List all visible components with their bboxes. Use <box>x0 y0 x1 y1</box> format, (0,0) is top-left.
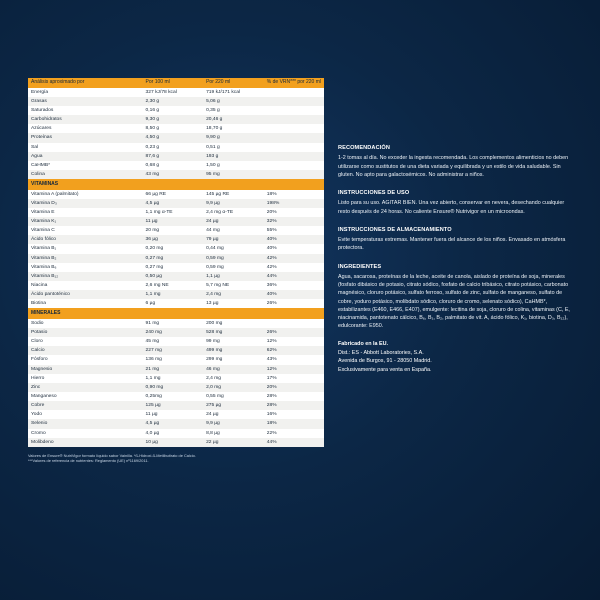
cell-per-220ml: 2,4 mg <box>203 374 264 383</box>
cell-vrn: 28% <box>264 392 324 401</box>
cell-vrn: 198% <box>264 199 324 208</box>
cell-per-220ml: 99 mg <box>203 337 264 346</box>
cell-vrn: 28% <box>264 401 324 410</box>
cell-vrn: 26% <box>264 328 324 337</box>
usage-title: INSTRUCCIONES DE USO <box>338 190 410 196</box>
cell-per-220ml: 95 mg <box>203 170 264 179</box>
cell-vrn: 17% <box>264 374 324 383</box>
cell-per-220ml: 499 mg <box>203 346 264 355</box>
cell-per-220ml: 275 µg <box>203 401 264 410</box>
cell-nutrient: Potasio <box>28 328 143 337</box>
table-section-header <box>28 308 324 318</box>
cell-nutrient: Hierro <box>28 374 143 383</box>
table-row <box>28 290 324 299</box>
cell-per-100ml: 43 mg <box>143 170 204 179</box>
cell-per-220ml: 44 mg <box>203 226 264 235</box>
footnote-2: ***Valores de referencia de nutrientes: Reglamento (UE) nº1169/2011. <box>28 458 149 464</box>
cell-per-100ml: 20 mg <box>143 226 204 235</box>
table-row <box>28 124 324 133</box>
cell-vrn: 44% <box>264 438 324 447</box>
table-row <box>28 88 324 97</box>
cell-nutrient: Vitamina E <box>28 208 143 217</box>
cell-nutrient: Colina <box>28 170 143 179</box>
cell-per-100ml: 8,50 g <box>143 124 204 133</box>
table-row <box>28 143 324 152</box>
table-row <box>28 208 324 217</box>
cell-per-100ml: 2,6 mg NE <box>143 281 204 290</box>
cell-nutrient: Cloro <box>28 337 143 346</box>
cell-vrn <box>264 170 324 179</box>
cell-per-220ml: 2,0 mg <box>203 383 264 392</box>
cell-per-100ml: 136 mg <box>143 355 204 364</box>
cell-per-100ml: 0,68 g <box>143 161 204 170</box>
cell-per-100ml: 0,27 mg <box>143 254 204 263</box>
cell-per-220ml: 9,9 µg <box>203 199 264 208</box>
cell-nutrient: Ácido fólico <box>28 235 143 244</box>
cell-vrn: 40% <box>264 290 324 299</box>
cell-per-220ml: 24 µg <box>203 217 264 226</box>
cell-per-100ml: 45 mg <box>143 337 204 346</box>
cell-vrn: 18% <box>264 190 324 199</box>
cell-vrn: 62% <box>264 346 324 355</box>
cell-vrn <box>264 143 324 152</box>
cell-nutrient: Vitamina K₁ <box>28 217 143 226</box>
cell-nutrient: Carbohidratos <box>28 115 143 124</box>
table-header <box>28 78 324 88</box>
cell-per-220ml: 0,44 mg <box>203 244 264 253</box>
cell-nutrient: Cobre <box>28 401 143 410</box>
footnote-1: Valores de Ensure® NutriVigor formato líquido sabor Vainilla. *ß-Hidroxi-ß-Metilbutirato de Calcio. <box>28 452 196 458</box>
column-header-vrn: % de VRN*** por 220 ml <box>264 78 324 88</box>
table-section-label: MINERALES <box>28 308 324 318</box>
cell-nutrient: Vitamina B₁₂ <box>28 272 143 281</box>
cell-per-100ml: 0,50 µg <box>143 272 204 281</box>
table-row <box>28 299 324 308</box>
cell-per-100ml: 1,1 mg <box>143 290 204 299</box>
cell-vrn: 42% <box>264 263 324 272</box>
cell-per-220ml: 0,35 g <box>203 106 264 115</box>
table-row <box>28 272 324 281</box>
storage-title: INSTRUCCIONES DE ALMACENAMIENTO <box>338 226 452 233</box>
cell-vrn: 12% <box>264 365 324 374</box>
table-section-label: VITAMINAS <box>28 179 324 189</box>
address-line-3: Exclusivamente para venta en España. <box>338 366 432 373</box>
table-row <box>28 319 324 328</box>
cell-per-100ml: 125 µg <box>143 401 204 410</box>
cell-vrn <box>264 319 324 328</box>
table-row <box>28 254 324 263</box>
cell-per-100ml: 11 µg <box>143 410 204 419</box>
cell-per-100ml: 1,1 mg α-TE <box>143 208 204 217</box>
cell-nutrient: Vitamina D₃ <box>28 199 143 208</box>
usage-text: Listo para su uso. AGITAR BIEN. Una vez abierto, conservar en nevera, desechando cualquier resto después de 24 horas. No caliente Ensure® Nutrivigor en un microondas. <box>338 200 565 215</box>
cell-per-220ml: 299 mg <box>203 355 264 364</box>
cell-per-100ml: 0,27 mg <box>143 263 204 272</box>
cell-per-100ml: 1,1 mg <box>143 374 204 383</box>
cell-nutrient: Niacina <box>28 281 143 290</box>
cell-nutrient: Proteínas <box>28 133 143 142</box>
cell-per-100ml: 10 µg <box>143 438 204 447</box>
cell-per-220ml: 20,46 g <box>203 115 264 124</box>
cell-per-220ml: 79 µg <box>203 235 264 244</box>
cell-per-220ml: 8,8 µg <box>203 429 264 438</box>
cell-vrn: 55% <box>264 226 324 235</box>
cell-per-100ml: 9,30 g <box>143 115 204 124</box>
cell-nutrient: Ácido pantoténico <box>28 290 143 299</box>
table-body <box>28 88 324 447</box>
cell-per-100ml: 66 µg RE <box>143 190 204 199</box>
table-row <box>28 115 324 124</box>
address-line-1: Dist.: ES - Abbott Laboratories, S.A. <box>338 349 424 356</box>
cell-per-100ml: 327 kJ/78 kcal <box>143 88 204 97</box>
cell-vrn: 36% <box>264 281 324 290</box>
cell-vrn: 40% <box>264 244 324 253</box>
table-footnotes <box>28 453 324 464</box>
table-section-header <box>28 179 324 189</box>
table-row <box>28 410 324 419</box>
table-row <box>28 281 324 290</box>
table-row <box>28 328 324 337</box>
cell-nutrient: Calcio <box>28 346 143 355</box>
table-row <box>28 226 324 235</box>
cell-per-220ml: 22 µg <box>203 438 264 447</box>
cell-vrn <box>264 124 324 133</box>
info-column <box>338 78 572 560</box>
cell-per-220ml: 9,9 µg <box>203 419 264 428</box>
cell-per-220ml: 2,4 mg <box>203 290 264 299</box>
cell-per-220ml: 719 kJ/171 kcal <box>203 88 264 97</box>
cell-vrn <box>264 133 324 142</box>
table-row <box>28 235 324 244</box>
cell-per-220ml: 193 g <box>203 152 264 161</box>
cell-nutrient: Vitamina B₁ <box>28 244 143 253</box>
table-row <box>28 383 324 392</box>
cell-per-220ml: 18,70 g <box>203 124 264 133</box>
column-header-per-220ml: Por 220 ml <box>203 78 264 88</box>
cell-per-100ml: 4,0 µg <box>143 429 204 438</box>
cell-nutrient: Molibdeno <box>28 438 143 447</box>
cell-per-220ml: 0,55 mg <box>203 392 264 401</box>
cell-per-100ml: 4,5 µg <box>143 419 204 428</box>
table-row <box>28 374 324 383</box>
cell-vrn: 42% <box>264 254 324 263</box>
cell-nutrient: Vitamina B₂ <box>28 254 143 263</box>
cell-nutrient: Fósforo <box>28 355 143 364</box>
table-row <box>28 170 324 179</box>
cell-per-220ml: 528 mg <box>203 328 264 337</box>
cell-vrn: 12% <box>264 337 324 346</box>
cell-per-100ml: 0,25mg <box>143 392 204 401</box>
cell-nutrient: Sodio <box>28 319 143 328</box>
cell-per-100ml: 2,30 g <box>143 97 204 106</box>
recommendation-text: 1-2 tomas al día. No exceder la ingesta recomendada. Los complementos alimenticios no deben utilizarse como sustitutos de una dieta variada y equilibrada y un estilo de vida saludable. Sin gluten. No apto para galactosémicos. No administrar a niños. <box>338 155 569 178</box>
cell-per-100ml: 240 mg <box>143 328 204 337</box>
table-row <box>28 97 324 106</box>
cell-per-220ml: 0,59 mg <box>203 263 264 272</box>
cell-nutrient: Biotina <box>28 299 143 308</box>
cell-per-220ml: 1,50 g <box>203 161 264 170</box>
cell-per-220ml: 9,90 g <box>203 133 264 142</box>
cell-vrn <box>264 88 324 97</box>
table-row <box>28 337 324 346</box>
cell-vrn <box>264 106 324 115</box>
storage-text: Evite temperaturas extremas. Mantener fuera del alcance de los niños. Envasado en atmósfera protectora. <box>338 237 566 252</box>
ingredients-text: Agua, sacarosa, proteínas de la leche, aceite de canola, aislado de proteína de soja, minerales (fosfato dibásico de potasio, citrato sódico, fosfato de calcio tribásico, citrato potásico, carbonato magnésico, cloruro potásico, sulfato ferroso, sulfato de zinc, sulfato de manganeso, sulfato de cobre, yoduro potásico, molibdato sódico, cloruro de cromo, selenato sódico), CaHMB*, estabilizantes (E460, E466, E407), emulgente: lecitina de soja, cloruro de colina, vitaminas (C, E, niacinamida, pantotenato cálcico, B₆, B₁, B₂, palmitato de vit. A, ácido fólico, K₁, biotina, D₃, B₁₂), edulcorante: E950. <box>338 273 570 330</box>
cell-per-100ml: 0,16 g <box>143 106 204 115</box>
cell-nutrient: Azúcares <box>28 124 143 133</box>
cell-vrn: 43% <box>264 355 324 364</box>
cell-per-220ml: 46 mg <box>203 365 264 374</box>
table-row <box>28 217 324 226</box>
cell-vrn: 20% <box>264 383 324 392</box>
cell-vrn <box>264 97 324 106</box>
cell-per-100ml: 11 µg <box>143 217 204 226</box>
cell-nutrient: Saturados <box>28 106 143 115</box>
table-row <box>28 419 324 428</box>
table-row <box>28 106 324 115</box>
address-line-2: Avenida de Burgos, 91 - 28050 Madrid. <box>338 358 432 365</box>
cell-vrn: 44% <box>264 272 324 281</box>
cell-vrn: 16% <box>264 410 324 419</box>
cell-per-220ml: 0,51 g <box>203 143 264 152</box>
cell-nutrient: Manganeso <box>28 392 143 401</box>
cell-nutrient: Magnesio <box>28 365 143 374</box>
table-row <box>28 244 324 253</box>
table-row <box>28 190 324 199</box>
cell-nutrient: Vitamina A (palmitato) <box>28 190 143 199</box>
table-row <box>28 161 324 170</box>
cell-per-100ml: 4,50 g <box>143 133 204 142</box>
cell-per-100ml: 87,6 g <box>143 152 204 161</box>
table-row <box>28 133 324 142</box>
cell-nutrient: Grasas <box>28 97 143 106</box>
table-header-row <box>28 78 324 88</box>
column-header-analysis: Análisis aproximado por <box>28 78 143 88</box>
cell-per-220ml: 145 µg RE <box>203 190 264 199</box>
cell-vrn <box>264 115 324 124</box>
cell-vrn: 20% <box>264 208 324 217</box>
cell-per-220ml: 1,1 µg <box>203 272 264 281</box>
cell-nutrient: Energía <box>28 88 143 97</box>
made-in-title: Fabricado en la EU. <box>338 341 389 348</box>
cell-nutrient: Vitamina B₆ <box>28 263 143 272</box>
cell-per-220ml: 24 µg <box>203 410 264 419</box>
cell-per-100ml: 0,23 g <box>143 143 204 152</box>
cell-vrn: 22% <box>264 429 324 438</box>
table-row <box>28 263 324 272</box>
cell-vrn <box>264 152 324 161</box>
cell-vrn: 26% <box>264 299 324 308</box>
table-row <box>28 199 324 208</box>
table-row <box>28 355 324 364</box>
cell-per-220ml: 5,7 mg NE <box>203 281 264 290</box>
cell-vrn <box>264 161 324 170</box>
cell-vrn: 18% <box>264 419 324 428</box>
table-row <box>28 152 324 161</box>
cell-per-220ml: 13 µg <box>203 299 264 308</box>
cell-vrn: 40% <box>264 235 324 244</box>
cell-nutrient: Zinc <box>28 383 143 392</box>
cell-per-100ml: 21 mg <box>143 365 204 374</box>
cell-per-100ml: 36 µg <box>143 235 204 244</box>
cell-per-100ml: 0,20 mg <box>143 244 204 253</box>
cell-per-220ml: 0,59 mg <box>203 254 264 263</box>
cell-per-100ml: 227 mg <box>143 346 204 355</box>
cell-vrn: 32% <box>264 217 324 226</box>
nutrition-table-section <box>28 78 324 560</box>
cell-per-220ml: 2,4 mg α-TE <box>203 208 264 217</box>
cell-per-220ml: 5,06 g <box>203 97 264 106</box>
cell-nutrient: Selenio <box>28 419 143 428</box>
column-header-per-100ml: Por 100 ml <box>143 78 204 88</box>
manufacturer-block <box>338 340 572 374</box>
table-row <box>28 438 324 447</box>
cell-nutrient: Cromo <box>28 429 143 438</box>
cell-nutrient: Yodo <box>28 410 143 419</box>
recommendation-title: RECOMENDACIÓN <box>338 145 390 151</box>
table-row <box>28 401 324 410</box>
table-row <box>28 429 324 438</box>
cell-per-100ml: 91 mg <box>143 319 204 328</box>
cell-nutrient: Sal <box>28 143 143 152</box>
cell-per-100ml: 6 µg <box>143 299 204 308</box>
cell-nutrient: Agua <box>28 152 143 161</box>
ingredients-title: INGREDIENTES <box>338 263 382 270</box>
table-row <box>28 365 324 374</box>
table-row <box>28 392 324 401</box>
table-row <box>28 346 324 355</box>
nutrition-table <box>28 78 324 447</box>
cell-per-100ml: 0,90 mg <box>143 383 204 392</box>
cell-per-220ml: 200 mg <box>203 319 264 328</box>
cell-nutrient: CaHMB* <box>28 161 143 170</box>
cell-nutrient: Vitamina C <box>28 226 143 235</box>
cell-per-100ml: 4,5 µg <box>143 199 204 208</box>
